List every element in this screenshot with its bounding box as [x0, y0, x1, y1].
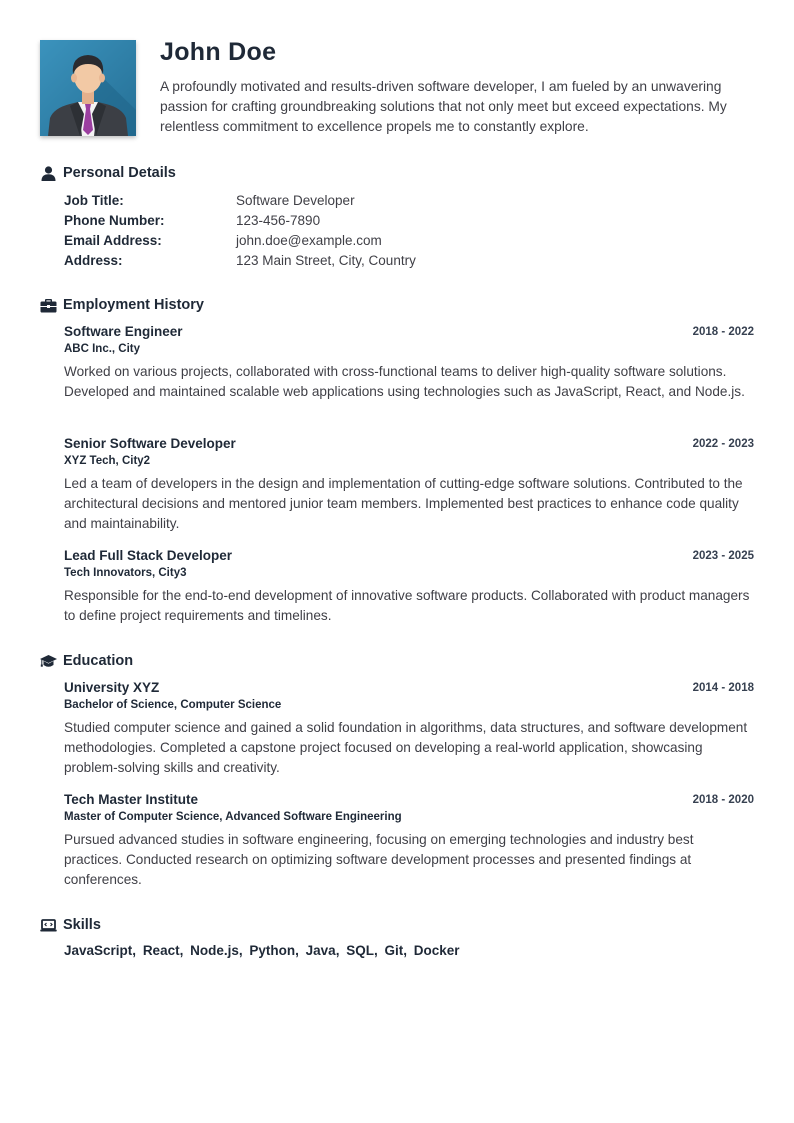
company-name: Tech Innovators, City3	[64, 567, 187, 579]
section-title: Personal Details	[63, 165, 176, 181]
section-heading	[40, 652, 754, 672]
skills-list	[64, 943, 463, 958]
employment-entry	[64, 324, 754, 424]
job-dates: 2018 - 2022	[692, 326, 754, 338]
section-heading	[40, 296, 754, 316]
section-title: Skills	[63, 917, 101, 933]
job-description: Responsible for the end-to-end development of innovative software products. Collaborated with product managers to define project requirements and timelines.	[64, 588, 750, 623]
email-value: john.doe@example.com	[236, 233, 382, 248]
degree: Master of Computer Science, Advanced Software Engineering	[64, 811, 402, 823]
skill-item: JavaScript,	[64, 943, 137, 958]
education-section	[40, 652, 754, 887]
detail-label: Job Title:	[64, 193, 124, 208]
job-title: Software Engineer	[64, 324, 183, 339]
skill-item: Node.js,	[190, 943, 243, 958]
details-list	[64, 191, 754, 271]
detail-row	[64, 211, 754, 231]
address-value: 123 Main Street, City, Country	[236, 253, 416, 268]
job-dates: 2023 - 2025	[692, 550, 754, 562]
education-description: Studied computer science and gained a solid foundation in algorithms, data structures, and software development methodologies. Completed a capstone project focused on developing a real-world application, showcasing problem-solving skills and creativity.	[64, 720, 748, 775]
detail-label: Phone Number:	[64, 213, 165, 228]
section-heading	[40, 916, 754, 936]
candidate-name: John Doe	[160, 38, 277, 66]
degree: Bachelor of Science, Computer Science	[64, 699, 282, 711]
avatar	[40, 40, 136, 136]
school-name: Tech Master Institute	[64, 792, 199, 807]
briefcase-icon	[40, 298, 57, 313]
detail-label: Email Address:	[64, 233, 162, 248]
skill-item: Git,	[384, 943, 407, 958]
company-name: XYZ Tech, City2	[64, 455, 151, 467]
education-dates: 2018 - 2020	[692, 794, 754, 806]
graduation-cap-icon	[40, 654, 57, 669]
detail-row	[64, 191, 754, 211]
education-entry	[64, 680, 754, 780]
job-description: Worked on various projects, collaborated with cross-functional teams to deliver high-quality software solutions. Developed and maintained scalable web applications using technologies such as JavaScript, React, and Node.js.	[64, 364, 745, 399]
personal-details-section	[40, 164, 754, 268]
education-entry	[64, 792, 754, 892]
user-icon	[40, 166, 57, 181]
job-dates: 2022 - 2023	[692, 438, 754, 450]
laptop-code-icon	[40, 918, 57, 933]
section-title: Education	[63, 653, 134, 669]
employment-entry	[64, 548, 754, 628]
resume-header	[40, 40, 754, 140]
skill-item: Java,	[305, 943, 340, 958]
phone-value: 123-456-7890	[236, 213, 321, 228]
detail-row	[64, 231, 754, 251]
avatar-image	[40, 40, 136, 136]
employment-history-section	[40, 296, 754, 623]
school-name: University XYZ	[64, 680, 160, 695]
section-title: Employment History	[63, 297, 204, 313]
skill-item: React,	[142, 943, 184, 958]
skill-item: Python,	[249, 943, 299, 958]
job-description: Led a team of developers in the design and implementation of cutting-edge software solutions. Contributed to the architectural decisions and mentored junior team members. Implemented best practices to enhance code quality and maintainability.	[64, 476, 743, 531]
job-title: Senior Software Developer	[64, 436, 236, 451]
job-title: Lead Full Stack Developer	[64, 548, 233, 563]
detail-label: Address:	[64, 253, 123, 268]
employment-entry	[64, 436, 754, 536]
skill-item: SQL,	[346, 943, 378, 958]
skill-item: Docker	[413, 943, 460, 958]
skills-section	[40, 916, 754, 958]
job-title-value: Software Developer	[236, 193, 355, 208]
profile-summary: A profoundly motivated and results-driven software developer, I am fueled by an unwavering passion for crafting groundbreaking solutions that not only meet but exceed expectations. My relentless commitment to excellence propels me to constantly explore.	[160, 79, 727, 134]
section-heading	[40, 164, 754, 184]
detail-row	[64, 251, 754, 271]
education-dates: 2014 - 2018	[692, 682, 754, 694]
education-description: Pursued advanced studies in software engineering, focusing on emerging technologies and industry best practices. Conducted research on optimizing software development processes and presented findings at conferences.	[64, 832, 694, 887]
company-name: ABC Inc., City	[64, 343, 141, 355]
